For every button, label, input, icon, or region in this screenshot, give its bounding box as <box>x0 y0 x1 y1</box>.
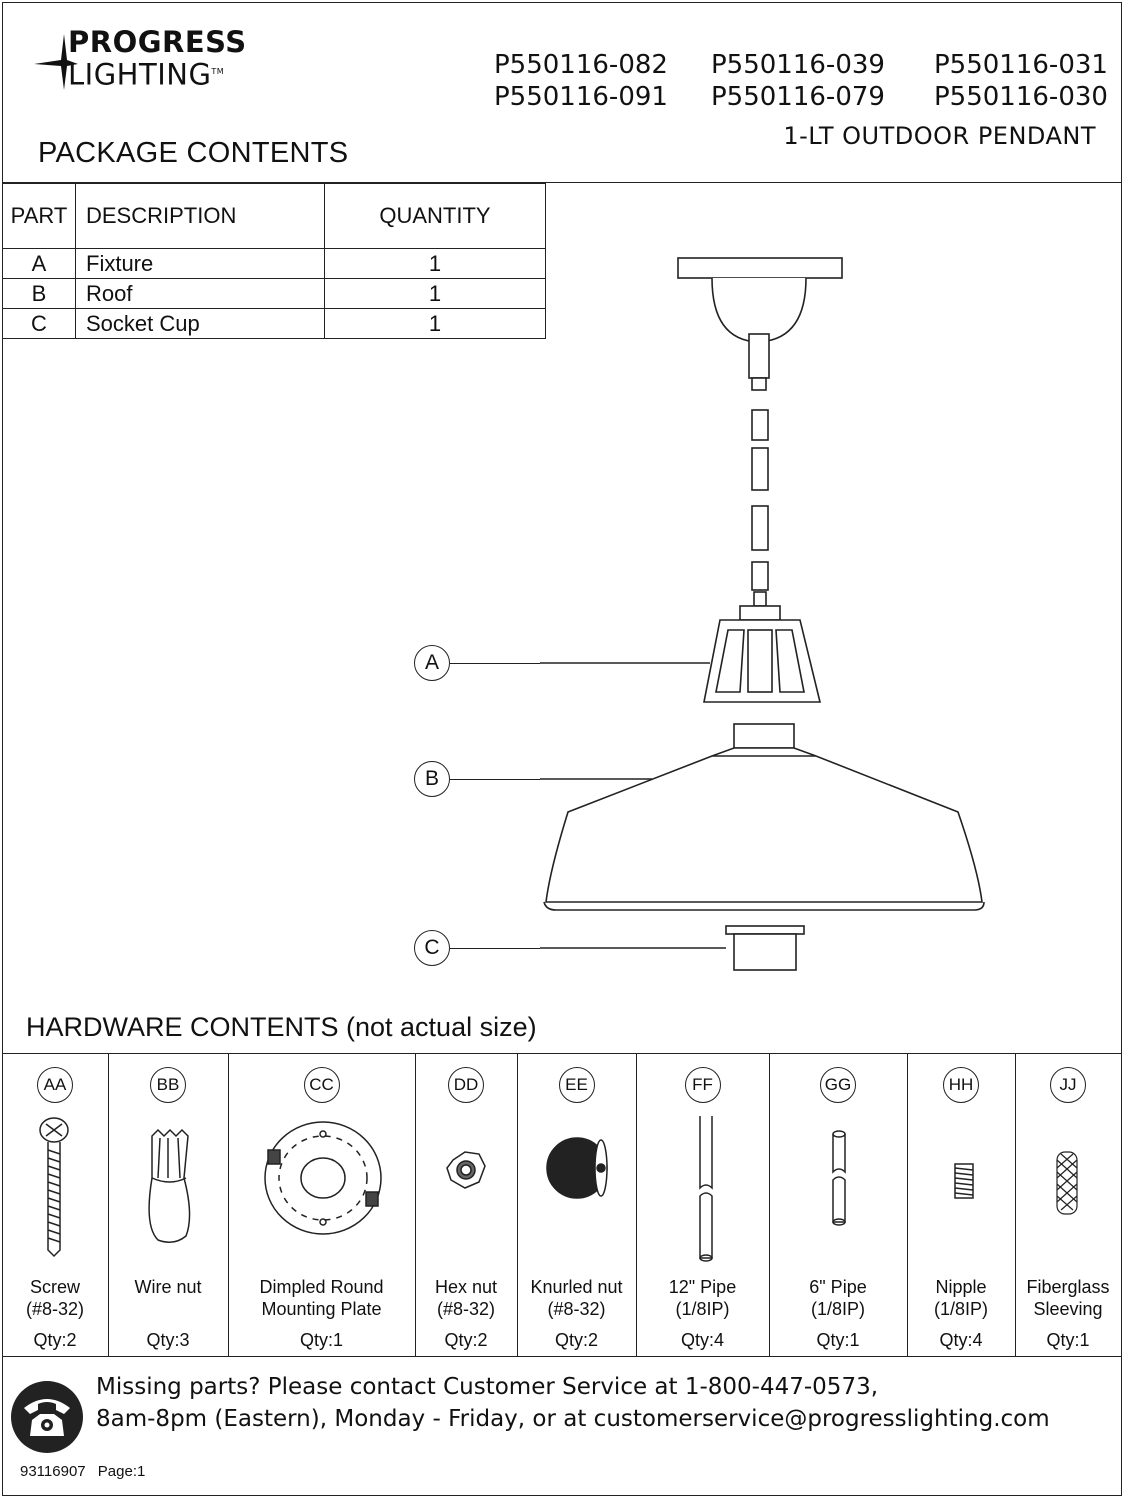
doc-number: 93116907 <box>20 1463 86 1480</box>
model-col-1 <box>494 49 668 113</box>
header-quantity: QUANTITY <box>325 184 546 249</box>
leader-line-a <box>450 663 540 664</box>
model-number: P550116-039 <box>711 50 885 80</box>
knurled-nut-icon <box>517 1116 636 1276</box>
hardware-name: Fiberglass <box>1026 1277 1110 1297</box>
socket-cup-part-c <box>726 926 804 970</box>
hardware-qty: Qty:2 <box>554 1330 598 1350</box>
hardware-item-dd <box>415 1054 517 1356</box>
hardware-code: EE <box>559 1067 595 1103</box>
table-row <box>3 279 546 309</box>
table-header-row <box>3 184 546 249</box>
model-number: P550116-031 <box>934 50 1108 80</box>
screw-icon <box>2 1116 108 1276</box>
leader-line-b <box>450 779 540 780</box>
canopy-plate <box>678 258 842 278</box>
part-quantity: 1 <box>325 249 546 279</box>
model-number: P550116-091 <box>494 82 668 112</box>
hardware-item-hh <box>907 1054 1015 1356</box>
part-description: Fixture <box>76 249 325 279</box>
pipe-12-icon <box>636 1116 769 1276</box>
mounting-plate-icon <box>228 1116 415 1276</box>
model-col-2 <box>711 49 885 113</box>
leader-line-c <box>450 948 540 949</box>
callout-b: B <box>414 761 450 797</box>
hardware-spec: Mounting Plate <box>261 1299 382 1319</box>
parts-table <box>2 183 546 339</box>
contact-text <box>96 1371 1050 1435</box>
brand-logo <box>34 25 274 92</box>
hardware-qty: Qty:4 <box>680 1330 724 1350</box>
hardware-spec: (#8-32) <box>436 1299 496 1319</box>
brand-line2: LIGHTING <box>68 57 212 92</box>
part-letter: A <box>3 249 76 279</box>
hardware-item-gg <box>769 1054 907 1356</box>
hardware-item-bb <box>108 1054 228 1356</box>
hardware-name: Screw <box>29 1277 80 1297</box>
contact-line-1: Missing parts? Please contact Customer Service at 1-800-447-0573, <box>96 1374 879 1400</box>
product-subtitle: 1-LT OUTDOOR PENDANT <box>783 122 1096 150</box>
pipe-6-icon <box>769 1116 907 1276</box>
callout-c: C <box>414 930 450 966</box>
hardware-spec: (1/8IP) <box>675 1299 730 1319</box>
header-part: PART <box>3 184 76 249</box>
hardware-item-aa <box>2 1054 108 1356</box>
hardware-code: HH <box>943 1067 979 1103</box>
hardware-qty: Qty:1 <box>816 1330 860 1350</box>
hardware-name: 12" Pipe <box>668 1277 737 1297</box>
part-description: Socket Cup <box>76 309 325 339</box>
canopy-dome <box>712 278 806 342</box>
header-description: DESCRIPTION <box>76 184 325 249</box>
hardware-name: Hex nut <box>434 1277 498 1297</box>
part-letter: B <box>3 279 76 309</box>
hardware-code: FF <box>685 1067 721 1103</box>
callout-a: A <box>414 645 450 681</box>
part-quantity: 1 <box>325 279 546 309</box>
page-number: Page:1 <box>97 1463 146 1480</box>
hardware-item-jj <box>1015 1054 1121 1356</box>
hardware-item-ee <box>517 1054 636 1356</box>
hardware-code: CC <box>304 1067 340 1103</box>
hardware-code: JJ <box>1050 1067 1086 1103</box>
hardware-item-cc <box>228 1054 415 1356</box>
brand-line1: PROGRESS <box>68 25 247 59</box>
pipe-segments <box>752 410 768 606</box>
part-letter: C <box>3 309 76 339</box>
hardware-spec: (1/8IP) <box>810 1299 866 1319</box>
hardware-qty: Qty:3 <box>146 1330 190 1350</box>
hardware-title: HARDWARE CONTENTS (not actual size) <box>26 1012 537 1042</box>
fixture-part-a <box>704 606 820 702</box>
hardware-code: GG <box>820 1067 856 1103</box>
table-row <box>3 249 546 279</box>
hardware-qty: Qty:2 <box>444 1330 488 1350</box>
telephone-icon <box>10 1380 84 1454</box>
hardware-qty: Qty:1 <box>1046 1330 1090 1350</box>
footer <box>20 1463 145 1480</box>
model-number: P550116-030 <box>934 82 1108 112</box>
sleeving-icon <box>1015 1116 1121 1276</box>
hardware-spec: Sleeving <box>1033 1299 1103 1319</box>
model-number: P550116-082 <box>494 50 668 80</box>
hardware-name: Knurled nut <box>530 1277 623 1297</box>
contact-line-2: 8am-8pm (Eastern), Monday - Friday, or at customerservice@progresslighting.com <box>96 1406 1050 1432</box>
hardware-qty: Qty:2 <box>33 1330 77 1350</box>
hex-nut-icon <box>415 1116 517 1276</box>
hardware-spec: (#8-32) <box>25 1299 85 1319</box>
nipple-icon <box>907 1116 1015 1276</box>
package-title: PACKAGE CONTENTS <box>38 137 349 169</box>
hardware-item-ff <box>636 1054 769 1356</box>
brand-tm: TM <box>211 67 225 76</box>
hardware-spec: (#8-32) <box>547 1299 606 1319</box>
hardware-name: Wire nut <box>134 1277 202 1297</box>
part-description: Roof <box>76 279 325 309</box>
hardware-qty: Qty:4 <box>939 1330 983 1350</box>
hardware-code: AA <box>37 1067 73 1103</box>
pendant-diagram <box>540 250 1000 980</box>
model-number: P550116-079 <box>711 82 885 112</box>
hardware-code: BB <box>150 1067 186 1103</box>
hardware-qty: Qty:1 <box>299 1330 343 1350</box>
hardware-name: Nipple <box>935 1277 987 1297</box>
roof-part-b <box>544 724 984 910</box>
hardware-spec: (1/8IP) <box>933 1299 989 1319</box>
divider <box>2 1356 1122 1357</box>
hardware-code: DD <box>448 1067 484 1103</box>
part-quantity: 1 <box>325 309 546 339</box>
hardware-name: Dimpled Round <box>259 1277 384 1297</box>
wire-nut-icon <box>108 1116 228 1276</box>
table-row <box>3 309 546 339</box>
model-col-3 <box>934 49 1108 113</box>
hardware-name: 6" Pipe <box>809 1277 867 1297</box>
